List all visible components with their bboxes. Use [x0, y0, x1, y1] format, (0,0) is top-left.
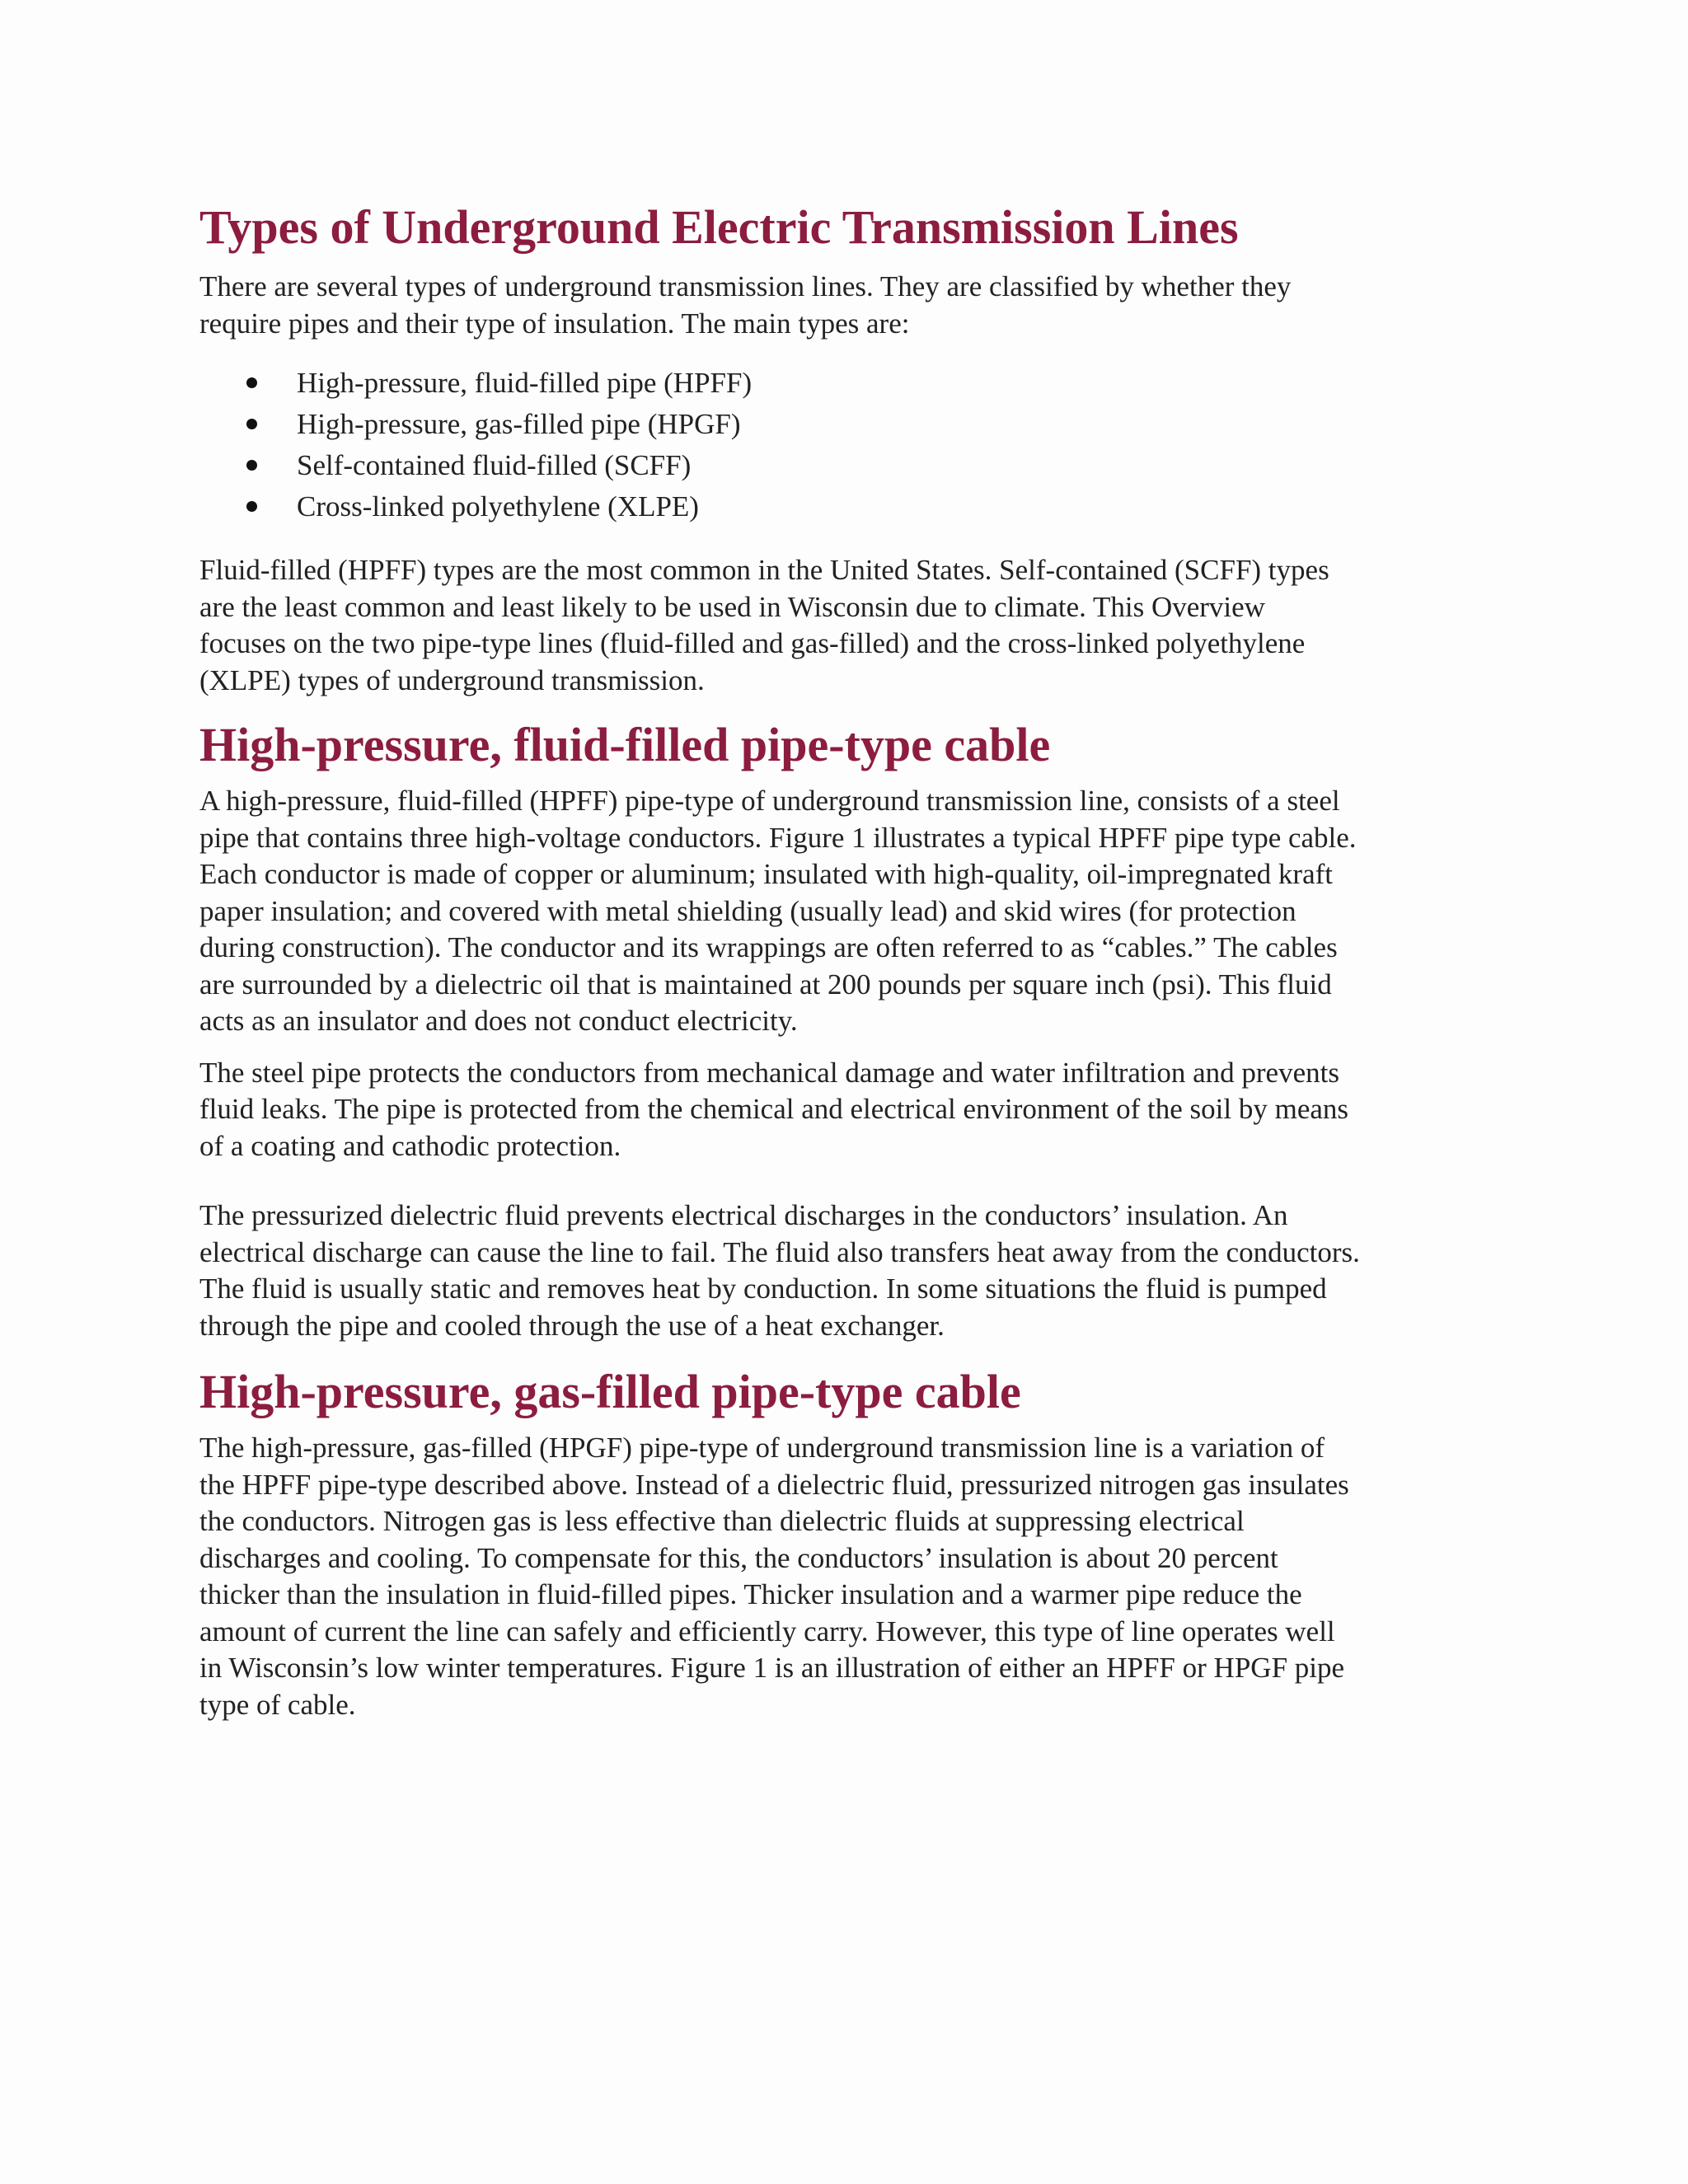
text-line: are surrounded by a dielectric oil that is maintained at 200 pounds per square inch (psi). This fluid [199, 968, 1332, 1001]
text-line: The pressurized dielectric fluid prevents electrical discharges in the conductors’ insulation. An [199, 1199, 1288, 1231]
text-line: during construction). The conductor and its wrappings are often referred to as “cables.” The cables [199, 931, 1338, 963]
section-heading-types: Types of Underground Electric Transmission Lines [199, 200, 1239, 254]
text-line: are the least common and least likely to be used in Wisconsin due to climate. This Overview [199, 590, 1265, 623]
text-line: Fluid-filled (HPFF) types are the most common in the United States. Self-contained (SCFF) types [199, 554, 1329, 586]
section-heading-hpgf: High-pressure, gas-filled pipe-type cable [199, 1365, 1021, 1418]
text-line: fluid leaks. The pipe is protected from the chemical and electrical environment of the soil by means [199, 1093, 1349, 1125]
hpff-paragraph-1 [199, 783, 1493, 1040]
bullet-icon [246, 460, 257, 471]
text-line: discharges and cooling. To compensate for this, the conductors’ insulation is about 20 percent [199, 1541, 1278, 1574]
text-line: There are several types of underground transmission lines. They are classified by whether they [199, 270, 1292, 302]
closing-paragraph [199, 552, 1493, 699]
bullet-icon [246, 377, 257, 388]
hpgf-paragraph-1 [199, 1430, 1493, 1723]
hpff-paragraph-2 [199, 1055, 1493, 1165]
list-item [199, 404, 1493, 445]
list-item-text: High-pressure, gas-filled pipe (HPGF) [297, 408, 741, 440]
list-item-text: Self-contained fluid-filled (SCFF) [297, 449, 692, 481]
text-line: require pipes and their type of insulation. The main types are: [199, 307, 910, 340]
text-line: The high-pressure, gas-filled (HPGF) pipe-type of underground transmission line is a variation of [199, 1432, 1325, 1464]
text-line: A high-pressure, fluid-filled (HPFF) pipe-type of underground transmission line, consists of a steel [199, 785, 1340, 817]
text-line: through the pipe and cooled through the use of a heat exchanger. [199, 1309, 945, 1342]
text-line: The steel pipe protects the conductors from mechanical damage and water infiltration and prevents [199, 1056, 1339, 1089]
text-line: The fluid is usually static and removes heat by conduction. In some situations the fluid is pumped [199, 1272, 1327, 1305]
text-line: paper insulation; and covered with metal shielding (usually lead) and skid wires (for protection [199, 894, 1296, 927]
list-item [199, 445, 1493, 486]
text-line: electrical discharge can cause the line to fail. The fluid also transfers heat away from the conductors. [199, 1235, 1360, 1268]
text-line: pipe that contains three high-voltage conductors. Figure 1 illustrates a typical HPFF pipe type cable. [199, 821, 1357, 854]
list-item-text: Cross-linked polyethylene (XLPE) [297, 490, 699, 523]
bullet-icon [246, 419, 257, 429]
section-heading-hpff: High-pressure, fluid-filled pipe-type cable [199, 718, 1051, 771]
text-line: the HPFF pipe-type described above. Instead of a dielectric fluid, pressurized nitrogen gas insulates [199, 1468, 1349, 1501]
text-line: (XLPE) types of underground transmission. [199, 663, 705, 696]
text-line: the conductors. Nitrogen gas is less effective than dielectric fluids at suppressing electrical [199, 1505, 1245, 1537]
list-item [199, 363, 1493, 404]
text-line: thicker than the insulation in fluid-filled pipes. Thicker insulation and a warmer pipe reduce the [199, 1578, 1302, 1610]
list-item-text: High-pressure, fluid-filled pipe (HPFF) [297, 367, 753, 399]
text-line: amount of current the line can safely and efficiently carry. However, this type of line operates well [199, 1615, 1335, 1647]
intro-paragraph [199, 269, 1493, 342]
text-line: in Wisconsin’s low winter temperatures. Figure 1 is an illustration of either an HPFF or HPGF pipe [199, 1652, 1345, 1684]
text-line: acts as an insulator and does not conduct electricity. [199, 1005, 798, 1037]
text-line: of a coating and cathodic protection. [199, 1129, 621, 1162]
text-line: type of cable. [199, 1688, 356, 1721]
text-line: Each conductor is made of copper or aluminum; insulated with high-quality, oil-impregnated kraft [199, 858, 1333, 890]
document-page [199, 198, 1493, 1723]
types-bullet-list [199, 363, 1493, 527]
text-line: focuses on the two pipe-type lines (fluid-filled and gas-filled) and the cross-linked polyethylene [199, 627, 1306, 659]
bullet-icon [246, 501, 257, 512]
hpff-paragraph-3 [199, 1197, 1493, 1344]
list-item [199, 486, 1493, 527]
